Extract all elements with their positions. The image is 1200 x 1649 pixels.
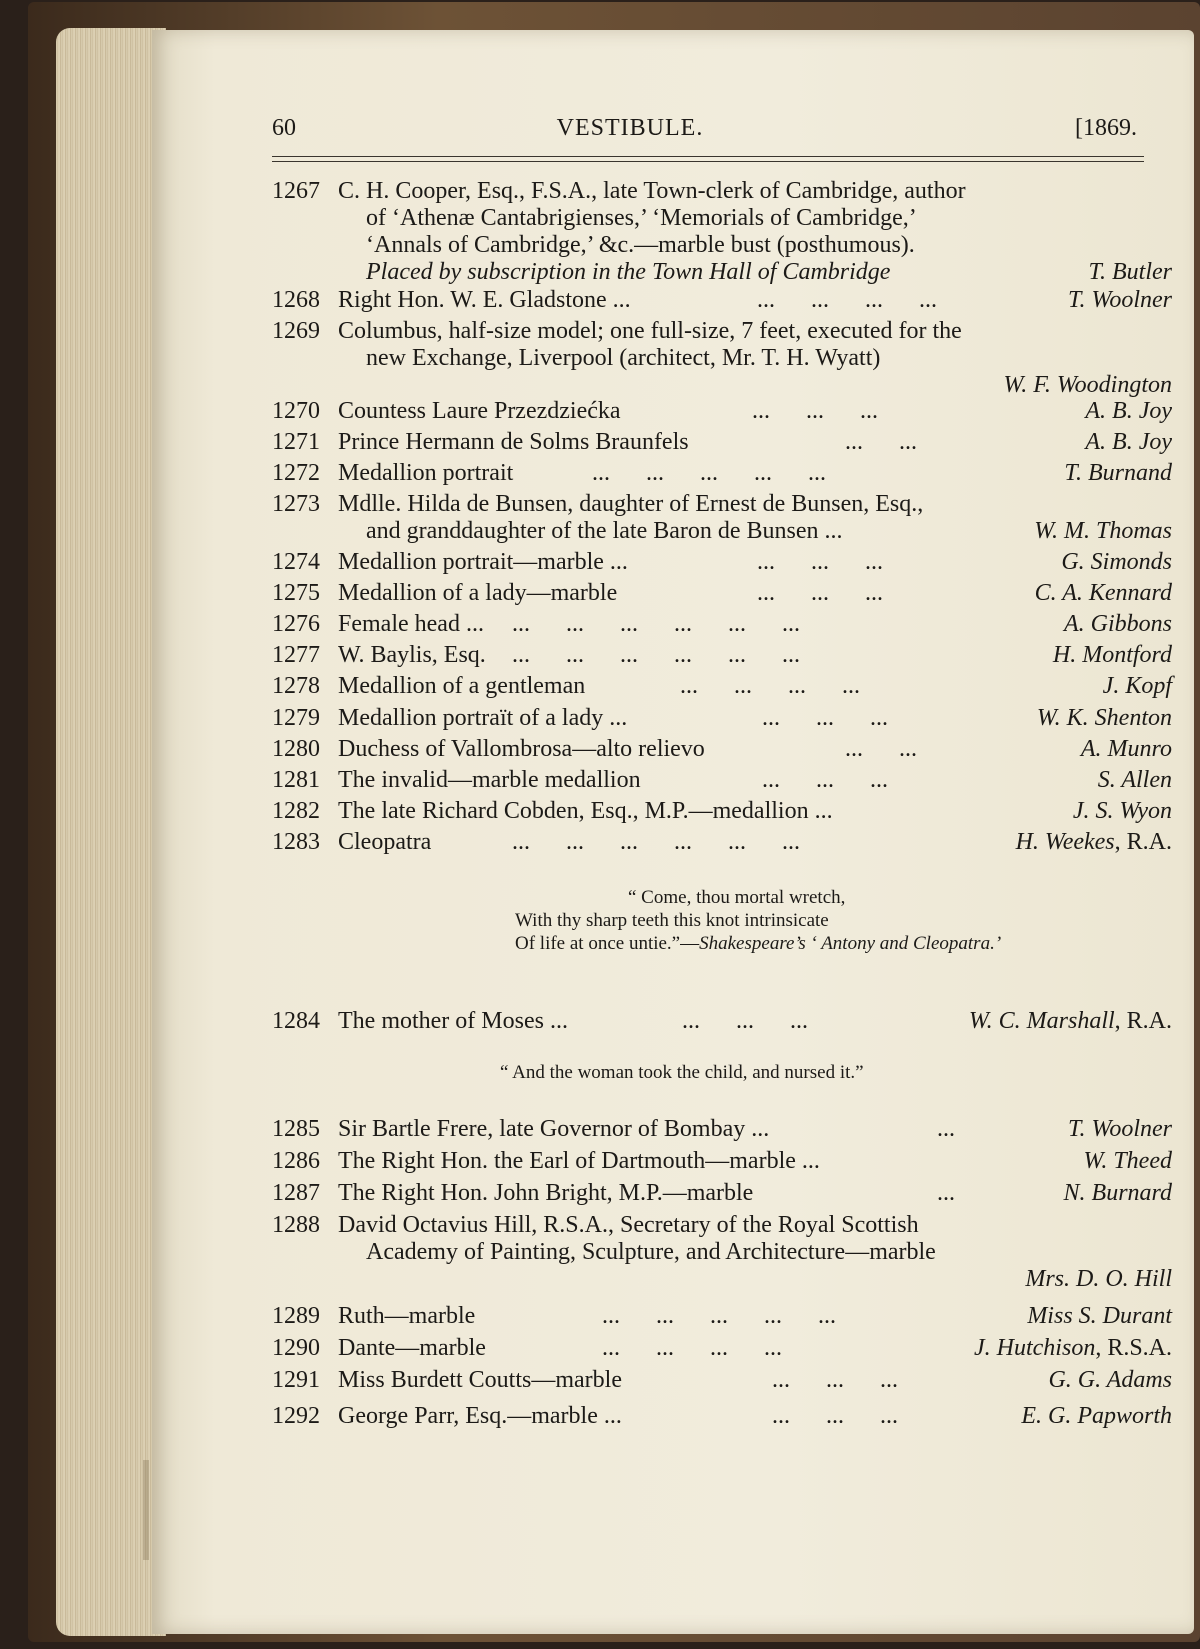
entry-artist: C. A. Kennard [1034,580,1172,606]
catalogue-entry [272,398,1172,425]
entry-title: Female head ... [338,611,484,637]
entry-number: 1273 [272,491,320,517]
entry-artist: N. Burnard [1063,1180,1172,1206]
catalogue-entry [272,736,1172,763]
entry-title: Sir Bartle Frere, late Governor of Bombay ... [338,1116,770,1142]
leader-dots: ... ... [845,429,917,455]
header-rule [272,156,1144,157]
entry-artist: E. G. Papworth [1021,1403,1172,1429]
entry-artist: T. Woolner [1067,287,1172,313]
quote-line: Of life at once untie.”—Shakespeare’s ‘ Antony and Cleopatra.’ [515,933,1002,954]
entry-number: 1287 [272,1180,320,1206]
leader-dots: ... ... ... ... ... [602,1303,836,1329]
entry-title-continued: Academy of Painting, Sculpture, and Architecture—marble [366,1239,936,1265]
entry-number: 1270 [272,398,320,424]
leader-dots: ... ... ... [752,398,878,424]
entry-title: Countess Laure Przezdziećka [338,398,621,424]
leader-dots: ... ... ... ... [602,1335,782,1361]
entry-number: 1269 [272,318,320,344]
leader-dots: ... ... ... ... [757,287,937,313]
entry-number: 1281 [272,767,320,793]
entry-artist: A. Gibbons [1064,611,1172,637]
leader-dots: ... ... ... [772,1367,898,1393]
entry-number: 1286 [272,1148,320,1174]
header-rule [272,161,1144,162]
entry-artist: T. Burnand [1064,460,1172,486]
entry-title: Duchess of Vallombrosa—alto relievo [338,736,705,762]
entry-title: Miss Burdett Coutts—marble [338,1367,622,1393]
entry-number: 1276 [272,611,320,637]
entry-artist: G. G. Adams [1048,1367,1172,1393]
artist-suffix: , R.A. [1114,829,1172,855]
page-shadow [143,1460,149,1560]
leader-dots: ... ... [845,736,917,762]
page-number: 60 [272,115,296,141]
entry-artist: J. Hutchison, R.S.A. [974,1335,1172,1361]
entry-title: The mother of Moses ... [338,1008,568,1034]
entry-artist: Miss S. Durant [1027,1303,1172,1329]
entry-title: The invalid—marble medallion [338,767,641,793]
catalogue-entry [272,287,1172,314]
entry-artist: S. Allen [1097,767,1172,793]
entry-number: 1271 [272,429,320,455]
entry-number: 1278 [272,673,320,699]
entry-title: W. Baylis, Esq. [338,642,486,668]
catalogue-entry [272,1403,1172,1430]
entry-number: 1280 [272,736,320,762]
entry-artist: W. C. Marshall, R.A. [968,1008,1172,1034]
entry-artist: A. B. Joy [1085,429,1172,455]
entry-number: 1274 [272,549,320,575]
catalogue-entry [272,673,1172,700]
entry-artist: J. S. Wyon [1072,798,1172,824]
leader-dots: ... [937,1180,955,1206]
entry-artist: W. K. Shenton [1036,705,1172,731]
entry-artist: W. M. Thomas [1034,518,1172,544]
catalogue-entry [272,580,1172,607]
leader-dots: ... ... ... ... [680,673,860,699]
entry-number: 1292 [272,1403,320,1429]
catalogue-entry [272,1180,1172,1207]
leader-dots: ... ... ... ... ... ... [512,611,800,637]
entry-number: 1279 [272,705,320,731]
leader-dots: ... ... ... [762,767,888,793]
entry-number: 1283 [272,829,320,855]
entry-title: Right Hon. W. E. Gladstone ... [338,287,631,313]
artist-suffix: , R.A. [1114,1008,1172,1034]
entry-number: 1267 [272,178,320,204]
catalogue-entry [272,611,1172,638]
entry-title-continued: and granddaughter of the late Baron de Bunsen ... [366,518,843,544]
catalogue-entry [272,429,1172,456]
catalogue-entry [272,1008,1172,1035]
entry-title: The late Richard Cobden, Esq., M.P.—medallion ... [338,798,833,824]
leader-dots: ... ... ... [762,705,888,731]
entry-title-continued: of ‘Athenæ Cantabrigienses,’ ‘Memorials of Cambridge,’ [366,205,917,231]
leader-dots: ... ... ... [757,549,883,575]
entry-artist: H. Weekes, R.A. [1015,829,1172,855]
quote-source: Shakespeare’s ‘ Antony and Cleopatra.’ [699,933,1002,954]
entry-number: 1290 [272,1335,320,1361]
leader-dots: ... ... ... ... ... ... [512,642,800,668]
catalogue-entry [272,829,1172,856]
entry-title: The Right Hon. the Earl of Dartmouth—marble ... [338,1148,820,1174]
entry-note: Placed by subscription in the Town Hall of Cambridge [366,259,891,285]
entry-title: Medallion of a lady—marble [338,580,618,606]
entry-number: 1284 [272,1008,320,1034]
catalogue-entry [272,705,1172,732]
catalogue-entry [272,798,1172,825]
entry-title: Prince Hermann de Solms Braunfels [338,429,689,455]
entry-title: Mdlle. Hilda de Bunsen, daughter of Ernest de Bunsen, Esq., [338,491,924,517]
running-year: [1869. [1075,115,1137,141]
catalogue-entry [272,1335,1172,1362]
catalogue-entry [272,1367,1172,1394]
entry-title-continued: ‘Annals of Cambridge,’ &c.—marble bust (posthumous). [366,232,915,258]
entry-number: 1275 [272,580,320,606]
entry-title: Medallion portraït of a lady ... [338,705,628,731]
catalogue-entry [272,642,1172,669]
entry-number: 1272 [272,460,320,486]
entry-number: 1289 [272,1303,320,1329]
entry-title: Dante—marble [338,1335,486,1361]
entry-number: 1285 [272,1116,320,1142]
catalogue-entry [272,460,1172,487]
quote-line: “ And the woman took the child, and nursed it.” [500,1062,864,1083]
entry-title: Ruth—marble [338,1303,476,1329]
entry-title: The Right Hon. John Bright, M.P.—marble [338,1180,754,1206]
catalogue-entry [272,318,1172,399]
catalogue-entry [272,767,1172,794]
entry-number: 1277 [272,642,320,668]
entry-number: 1268 [272,287,320,313]
quote-line: With thy sharp teeth this knot intrinsicate [515,910,829,931]
entry-artist: G. Simonds [1061,549,1172,575]
entry-artist: A. B. Joy [1085,398,1172,424]
section-title: VESTIBULE. [556,115,704,141]
entry-title: Cleopatra [338,829,432,855]
entry-artist: H. Montford [1052,642,1172,668]
entry-artist: W. F. Woodington [1003,372,1172,398]
entry-artist: A. Munro [1080,736,1172,762]
entry-artist: J. Kopf [1102,673,1172,699]
entry-title: Medallion portrait—marble ... [338,549,628,575]
page-edges [56,28,166,1636]
entry-artist: W. Theed [1083,1148,1172,1174]
entry-artist: T. Woolner [1067,1116,1172,1142]
entry-title-continued: new Exchange, Liverpool (architect, Mr. T. H. Wyatt) [366,345,881,371]
artist-suffix: , R.S.A. [1095,1335,1172,1361]
catalogue-entry [272,1116,1172,1143]
leader-dots: ... [937,1116,955,1142]
catalogue-entry [272,1303,1172,1330]
entry-title: David Octavius Hill, R.S.A., Secretary of the Royal Scottish [338,1212,919,1238]
entry-title: Columbus, half-size model; one full-size, 7 feet, executed for the [338,318,962,344]
entry-artist: Mrs. D. O. Hill [1025,1266,1172,1292]
catalogue-entry [272,178,1172,286]
entry-title: C. H. Cooper, Esq., F.S.A., late Town-clerk of Cambridge, author [338,178,966,204]
leader-dots: ... ... ... [682,1008,808,1034]
entry-artist: T. Butler [1088,259,1172,285]
leader-dots: ... ... ... ... ... ... [512,829,800,855]
entry-title: Medallion portrait [338,460,514,486]
entry-number: 1282 [272,798,320,824]
entry-number: 1288 [272,1212,320,1238]
leader-dots: ... ... ... [772,1403,898,1429]
entry-title: Medallion of a gentleman [338,673,586,699]
catalogue-entry [272,1212,1172,1293]
leader-dots: ... ... ... [757,580,883,606]
catalogue-entry [272,491,1172,545]
entry-number: 1291 [272,1367,320,1393]
leader-dots: ... ... ... ... ... [592,460,826,486]
catalogue-entry [272,1148,1172,1175]
quote-line: “ Come, thou mortal wretch, [628,887,846,908]
catalogue-entry [272,549,1172,576]
entry-title: George Parr, Esq.—marble ... [338,1403,622,1429]
